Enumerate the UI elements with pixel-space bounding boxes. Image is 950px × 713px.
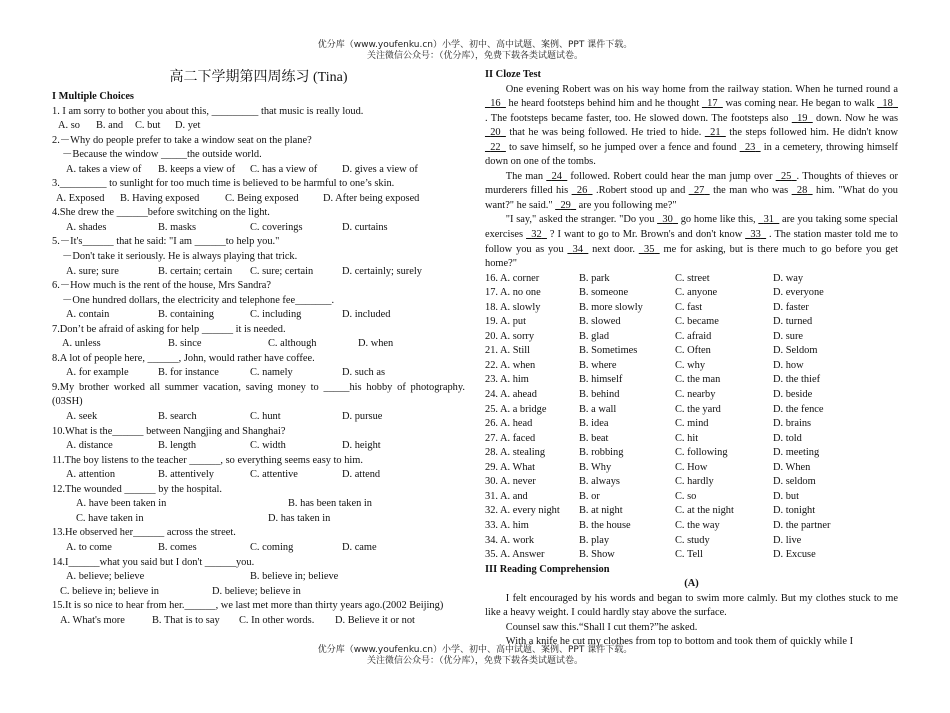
cloze-option: B. or	[579, 490, 600, 502]
cloze-option: B. where	[579, 359, 617, 371]
reading-paragraph-2: Counsel saw this.“Shall I cut them?”he asked.	[505, 621, 698, 633]
option: C. In other words.	[239, 614, 315, 626]
cloze-option: D. sure	[773, 330, 804, 342]
cloze-option: 31. A. and	[485, 490, 528, 502]
cloze-paragraph-3	[485, 213, 898, 271]
question-15: 15.It is so nice to hear from her.______, we last met more than thirty years ago.(2002 Beijing)	[52, 600, 444, 612]
reading-paragraph-1: I felt encouraged by his words and began to swim more calmly. But my clothes stuck to me like a heavy weight. I could hardly stay above the surface.	[485, 592, 898, 619]
option: D. attend	[342, 469, 381, 481]
option: C. sure; certain	[250, 265, 314, 277]
cloze-option: D. tonight	[773, 505, 816, 517]
cloze-option: 23. A. him	[485, 374, 529, 386]
cloze-option: 25. A. a bridge	[485, 403, 547, 415]
question-2-options	[52, 163, 465, 178]
cloze-option-row	[485, 403, 898, 418]
cloze-option: D. meeting	[773, 447, 820, 459]
cloze-option-row	[485, 344, 898, 359]
cloze-blank-31: _31_	[758, 214, 780, 226]
option: D. certainly; surely	[342, 265, 422, 277]
question-13: 13.He observed her______ across the street.	[52, 527, 236, 539]
cloze-option: C. study	[675, 534, 710, 546]
option: D. yet	[175, 120, 201, 132]
cloze-blank-18: _18_	[877, 98, 898, 110]
cloze-option: D. live	[773, 534, 802, 546]
cloze-option: C. fast	[675, 301, 703, 313]
cloze-option-row	[485, 330, 898, 345]
cloze-text: The man	[505, 170, 547, 182]
cloze-text: the man who was	[709, 185, 792, 197]
cloze-text: he heard footsteps behind him and he thought	[505, 98, 702, 110]
option: C. coming	[250, 541, 294, 553]
cloze-option: B. the house	[579, 519, 631, 531]
option: B. since	[168, 338, 202, 350]
cloze-blank-32: _32_	[526, 229, 547, 241]
cloze-option: C. the yard	[675, 403, 721, 415]
cloze-option: 18. A. slowly	[485, 301, 541, 313]
cloze-option: B. play	[579, 534, 610, 546]
question-14-options-row2	[52, 585, 465, 600]
question-7: 7.Don’t be afraid of asking for help ______ it is needed.	[52, 323, 286, 335]
cloze-options-list	[485, 272, 898, 563]
cloze-option-row	[485, 475, 898, 490]
cloze-blank-26: _26_	[571, 185, 593, 197]
question-8: 8.A lot of people here, ______, John, would rather have coffee.	[52, 352, 315, 364]
question-11-options	[52, 468, 465, 483]
cloze-blank-16: _16_	[485, 98, 506, 110]
cloze-text: next door.	[588, 243, 639, 255]
option: D. when	[358, 338, 394, 350]
cloze-option-row	[485, 417, 898, 432]
option: A. sure; sure	[66, 265, 119, 277]
cloze-option: D. beside	[773, 389, 813, 401]
cloze-blank-28: _28_	[791, 185, 813, 197]
cloze-option-row	[485, 315, 898, 330]
cloze-blank-35: _35_	[638, 243, 660, 255]
cloze-option: B. himself	[579, 374, 623, 386]
question-11: 11.The boy listens to the teacher ______, so everything seems easy to him.	[52, 454, 363, 466]
option: A. takes a view of	[66, 163, 142, 175]
cloze-text: .Robert stood up and	[592, 185, 689, 197]
page-footer	[0, 645, 950, 667]
section-heading-cloze: II Cloze Test	[485, 69, 541, 80]
reading-paragraph-3: With a knife he cut my clothes from top to bottom and took them of quickly while I	[505, 636, 854, 648]
option: A. to come	[66, 541, 112, 553]
cloze-option: C. following	[675, 447, 728, 459]
question-12-options-row2	[52, 512, 465, 527]
cloze-option: C. Often	[675, 345, 711, 357]
cloze-option: B. park	[579, 272, 610, 284]
option: D. such as	[342, 367, 385, 379]
option: A. seek	[66, 411, 98, 423]
option: B. has been taken in	[288, 498, 372, 510]
cloze-option: 17. A. no one	[485, 287, 541, 299]
question-5: 5.－It's______ that he said: "I am ______to help you."	[52, 236, 280, 248]
cloze-option: D. Excuse	[773, 549, 816, 561]
cloze-option: 35. A. Answer	[485, 549, 545, 561]
option: D. came	[342, 541, 377, 553]
option: A. Exposed	[56, 192, 105, 204]
cloze-option-row	[485, 504, 898, 519]
question-8-options	[52, 366, 465, 381]
option: A. attention	[66, 469, 116, 481]
cloze-blank-33: _33_	[745, 229, 767, 241]
cloze-option-row	[485, 519, 898, 534]
cloze-option: 24. A. ahead	[485, 389, 537, 401]
cloze-blank-19: _19_	[791, 112, 813, 124]
option: A. shades	[66, 221, 107, 233]
question-4: 4.She drew the ______before switching on the light.	[52, 207, 270, 219]
cloze-option-row	[485, 301, 898, 316]
cloze-blank-22: _22_	[485, 141, 506, 153]
cloze-blank-34: _34_	[567, 243, 589, 255]
cloze-option: C. hit	[675, 432, 699, 444]
cloze-blank-20: _20_	[485, 127, 506, 139]
question-12: 12.The wounded ______ by the hospital.	[52, 483, 222, 495]
cloze-option: B. Show	[579, 549, 615, 561]
cloze-text: that he was being followed. He tried to hide.	[505, 127, 705, 139]
option: B. and	[96, 120, 124, 132]
cloze-text: are you following me?"	[576, 199, 677, 211]
option: A. for example	[66, 367, 129, 379]
question-10: 10.What is the______ between Nangjing and Shanghai?	[52, 425, 286, 437]
question-14: 14.I______what you said but I don't ______you.	[52, 556, 255, 568]
cloze-option: C. Tell	[675, 549, 703, 561]
option: C. believe in; believe in	[60, 585, 159, 597]
cloze-option: 28. A. stealing	[485, 447, 546, 459]
option: D. has taken in	[268, 512, 331, 524]
cloze-option: D. but	[773, 490, 799, 502]
question-9: 9.My brother worked all summer vacation, saving money to _____his hobby of photography.(03SH)	[52, 381, 465, 408]
cloze-option: 29. A. What	[485, 461, 536, 473]
cloze-text: are you taking some special exercises	[485, 214, 898, 241]
footer-line-2: 关注微信公众号：（优分库），免费下载各类试题试卷。	[366, 656, 583, 666]
option: C. hunt	[250, 411, 281, 423]
cloze-option: D. the thief	[773, 374, 821, 386]
option: D. gives a view of	[342, 163, 418, 175]
cloze-option: D. faster	[773, 301, 809, 313]
cloze-option: 19. A. put	[485, 316, 526, 328]
option: A. unless	[62, 338, 101, 350]
option: C. attentive	[250, 469, 298, 481]
cloze-option: C. at the night	[675, 505, 734, 517]
option: D. After being exposed	[323, 192, 420, 204]
question-6-reply: －One hundred dollars, the electricity and telephone fee_______.	[62, 294, 335, 306]
cloze-option-row	[485, 490, 898, 505]
option: B. comes	[158, 541, 197, 553]
cloze-text: the steps followed him. He didn't know	[725, 127, 898, 139]
cloze-option: 33. A. him	[485, 519, 529, 531]
cloze-text: "I say," asked the stranger. "Do you	[505, 214, 658, 226]
option: A. believe; believe	[66, 571, 145, 583]
cloze-paragraph-1	[485, 83, 898, 170]
cloze-option: D. Seldom	[773, 345, 818, 357]
cloze-text: . Thoughts of thieves or murderers filled his	[485, 170, 898, 197]
option: D. height	[342, 440, 381, 452]
cloze-option: C. nearby	[675, 389, 716, 401]
cloze-text: was coming near. He began to walk	[722, 98, 878, 110]
page-header	[0, 40, 950, 62]
option: C. namely	[250, 367, 293, 379]
cloze-option: D. turned	[773, 316, 813, 328]
cloze-option: B. robbing	[579, 447, 624, 459]
cloze-option: D. the fence	[773, 403, 824, 415]
cloze-option: C. became	[675, 316, 719, 328]
page-title: 高二下学期第四周练习 (Tina)	[169, 70, 348, 85]
option: C. width	[250, 440, 286, 452]
option: A. distance	[66, 440, 113, 452]
question-2: 2.－Why do people prefer to take a window seat on the plane?	[52, 134, 312, 146]
cloze-option: B. Sometimes	[579, 345, 638, 357]
option: B. attentively	[158, 469, 214, 481]
cloze-text: ? I want to go to Mr. Brown's and don't know	[546, 229, 746, 241]
option: D. curtains	[342, 221, 388, 233]
cloze-blank-24: _24_	[546, 170, 568, 182]
option: C. have taken in	[76, 512, 144, 524]
cloze-option: C. street	[675, 272, 710, 284]
cloze-option: B. a wall	[579, 403, 617, 415]
section-heading-multiple-choice: I Multiple Choices	[52, 91, 134, 102]
cloze-option-row	[485, 286, 898, 301]
cloze-option: B. Why	[579, 461, 612, 473]
option: B. length	[158, 440, 197, 452]
cloze-option: B. behind	[579, 389, 620, 401]
cloze-text: in a cemetery, throwing himself down on one of the tombs.	[485, 141, 898, 168]
cloze-text: down. Now he was	[812, 112, 898, 124]
option: A. have been taken in	[76, 498, 167, 510]
cloze-option: 30. A. never	[485, 476, 536, 488]
header-line-1: 优分库（www.youfenku.cn）小学、初中、高中试题、案例、PPT 课件下载。	[317, 40, 633, 50]
option: B. search	[158, 411, 197, 423]
option: A. contain	[66, 309, 110, 321]
question-14-options-row1	[52, 570, 465, 585]
cloze-option: D. how	[773, 359, 804, 371]
cloze-text: . The footsteps became faster, too. He slowed down. The footsteps also	[485, 112, 792, 124]
cloze-option: B. always	[579, 476, 620, 488]
cloze-option: C. the man	[675, 374, 721, 386]
right-column	[485, 68, 898, 650]
left-column	[52, 68, 465, 628]
cloze-blank-21: _21_	[704, 127, 726, 139]
cloze-option-row	[485, 432, 898, 447]
option: C. although	[268, 338, 317, 350]
question-10-options	[52, 439, 465, 454]
option: C. but	[135, 120, 161, 132]
cloze-option: B. idea	[579, 418, 609, 430]
cloze-option: C. mind	[675, 418, 709, 430]
cloze-option: 20. A. sorry	[485, 330, 535, 342]
cloze-option: C. hardly	[675, 476, 714, 488]
cloze-option: C. afraid	[675, 330, 712, 342]
question-2-reply: －Because the window _____the outside world.	[62, 149, 262, 161]
question-5-options	[52, 265, 465, 280]
cloze-option: D. everyone	[773, 287, 824, 299]
cloze-option-row	[485, 548, 898, 563]
cloze-blank-23: _23_	[739, 141, 761, 153]
cloze-option-row	[485, 534, 898, 549]
section-heading-reading: III Reading Comprehension	[485, 563, 610, 575]
cloze-option: 27. A. faced	[485, 432, 536, 444]
option: C. including	[250, 309, 302, 321]
cloze-option: 22. A. when	[485, 359, 536, 371]
question-9-options	[52, 410, 465, 425]
cloze-text: followed. Robert could hear the man jump over	[567, 170, 776, 182]
cloze-option-row	[485, 388, 898, 403]
cloze-option-row	[485, 272, 898, 287]
option: B. certain; certain	[158, 265, 233, 277]
cloze-text: me for asking, but is there much to go before you get home?"	[485, 243, 898, 270]
cloze-text: One evening Robert was on his way home from the railway station. When he turned round a	[505, 83, 898, 95]
cloze-blank-25: _25_	[775, 170, 797, 182]
cloze-option: 21. A. Still	[485, 345, 531, 357]
question-1-options	[52, 119, 465, 134]
option: D. included	[342, 309, 391, 321]
cloze-option: B. beat	[579, 432, 609, 444]
question-4-options	[52, 221, 465, 236]
cloze-option: 34. A. work	[485, 534, 535, 546]
cloze-option: 32. A. every night	[485, 505, 560, 517]
cloze-option: B. glad	[579, 330, 610, 342]
header-line-2: 关注微信公众号：（优分库），免费下载各类试题试卷。	[366, 51, 583, 61]
cloze-option: 16. A. corner	[485, 272, 540, 284]
option: C. coverings	[250, 221, 303, 233]
option: D. pursue	[342, 411, 383, 423]
option: B. masks	[158, 221, 197, 233]
option: C. has a view of	[250, 163, 318, 175]
cloze-blank-17: _17_	[701, 98, 723, 110]
cloze-text: to save himself, so he jumped over a fence and found	[505, 141, 740, 153]
question-15-options	[52, 614, 465, 629]
cloze-blank-30: _30_	[657, 214, 678, 226]
cloze-option: B. at night	[579, 505, 623, 517]
cloze-text: . The station master told me to follow you as you	[485, 229, 899, 255]
cloze-option: B. slowed	[579, 316, 621, 328]
question-6: 6.－How much is the rent of the house, Mrs Sandra?	[52, 280, 272, 292]
question-3: 3._________ to sunlight for too much time is believed to be harmful to one’s skin.	[52, 178, 395, 190]
question-6-options	[52, 308, 465, 323]
cloze-option: D. the partner	[773, 519, 831, 531]
cloze-option-row	[485, 359, 898, 374]
cloze-blank-27: _27_	[688, 185, 710, 197]
option: B. for instance	[158, 367, 219, 379]
option: B. Having exposed	[120, 192, 200, 204]
question-3-options	[52, 192, 465, 207]
cloze-text: go home like this,	[677, 214, 759, 226]
question-1: 1. I am sorry to bother you about this, _________ that music is really loud.	[52, 105, 364, 117]
option: A. so	[58, 120, 80, 132]
option: C. Being exposed	[225, 192, 299, 204]
option: B. keeps a view of	[158, 163, 236, 175]
cloze-option-row	[485, 446, 898, 461]
cloze-option: D. When	[773, 461, 811, 473]
option: D. Believe it or not	[335, 614, 415, 626]
cloze-option: D. way	[773, 272, 804, 284]
cloze-option: B. someone	[579, 287, 629, 299]
question-5-reply: －Don't take it seriously. He is always playing that trick.	[62, 251, 298, 263]
option: D. believe; believe in	[212, 585, 301, 597]
cloze-option: 26. A. head	[485, 418, 533, 430]
option: A. What's more	[60, 614, 125, 626]
cloze-blank-29: _29_	[555, 199, 577, 211]
option: B. That is to say	[152, 614, 220, 626]
cloze-option-row	[485, 461, 898, 476]
cloze-option: C. the way	[675, 519, 720, 531]
question-13-options	[52, 541, 465, 556]
cloze-option: D. seldom	[773, 476, 816, 488]
passage-label: (A)	[684, 578, 699, 590]
cloze-option: D. brains	[773, 418, 812, 430]
question-12-options-row1	[52, 497, 465, 512]
cloze-option: C. How	[675, 461, 708, 473]
cloze-option: B. more slowly	[579, 301, 643, 313]
cloze-option: C. so	[675, 490, 697, 502]
option: B. containing	[158, 309, 214, 321]
cloze-option: C. anyone	[675, 287, 718, 299]
cloze-paragraph-2	[485, 170, 898, 214]
cloze-option: D. told	[773, 432, 802, 444]
question-7-options	[52, 337, 465, 352]
cloze-option: C. why	[675, 359, 706, 371]
footer-line-1: 优分库（www.youfenku.cn）小学、初中、高中试题、案例、PPT 课件下载。	[317, 645, 633, 655]
cloze-text: him. "What do you want?" he said."	[485, 185, 898, 211]
cloze-option-row	[485, 373, 898, 388]
option: B. believe in; believe	[250, 571, 339, 583]
